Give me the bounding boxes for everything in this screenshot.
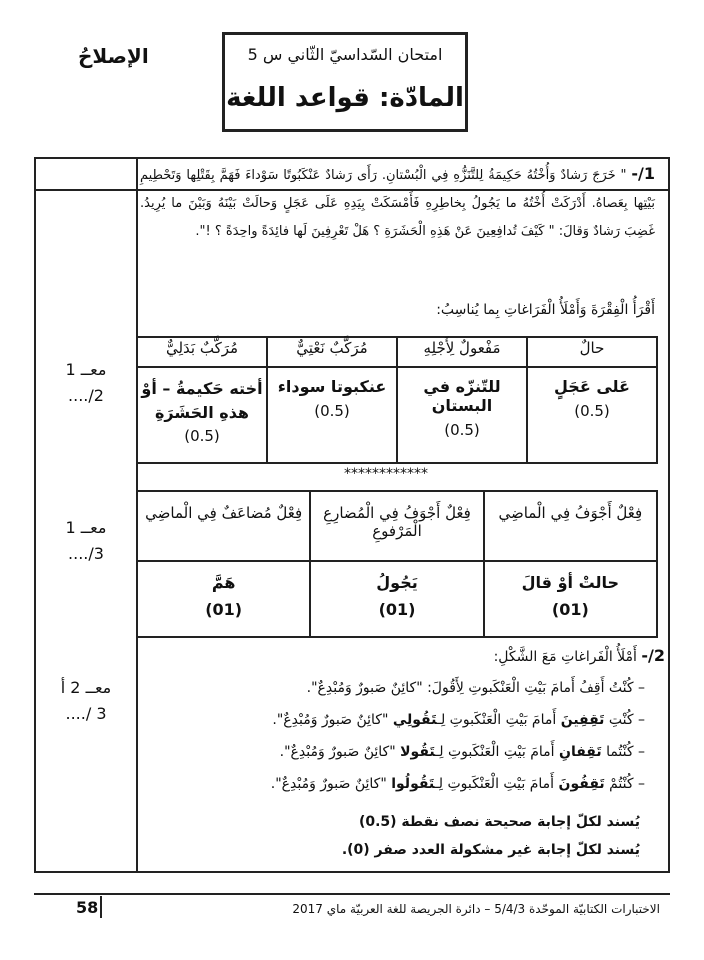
line-answer: تَقُولِي <box>392 712 437 728</box>
table2-score: (01) <box>551 600 589 619</box>
table2-cell <box>310 561 483 637</box>
table2-answer: يَجُولُ <box>376 573 418 592</box>
line-text: – كُنْتُ أَقِفُ أَمامَ بَيْتِ الْعَنْكَبوتِ لِأَقُولَ: <box>422 680 645 696</box>
table1-score: (0.5) <box>444 421 480 439</box>
scoring-note-1: يُسند لكلّ إجابة صحيحة نصف نقطة (0.5) <box>358 814 640 830</box>
table2-answer: هَمَّ <box>211 573 236 592</box>
exercise-2-line <box>140 736 645 768</box>
exercise-2-instruction: أَمْلَأُ الْفَراغاتِ مَعَ الشَّكْلِ: <box>493 649 637 665</box>
line-text: "كائِنٌ صَبورٌ وَمُبْدِعٌ". <box>306 680 423 696</box>
table1-cell <box>137 367 267 463</box>
line-text: – كُنْتِ <box>604 712 645 728</box>
table1-score: (0.5) <box>574 402 610 420</box>
marks-label: معــ 1 <box>65 518 107 537</box>
line-answer: تَقِفُونَ <box>558 776 605 792</box>
answer-table-1 <box>136 336 658 464</box>
table1-answer: أخته حَكيمةُ – أوْ هذهِ الحَشَرَةِ <box>141 379 263 422</box>
table1-cell <box>397 367 527 463</box>
marks-label: معــ 1 <box>65 360 107 379</box>
exercise-2-line <box>140 672 645 704</box>
line-answer: تَقُولا <box>400 744 436 760</box>
exercise-2-number: 2/- <box>641 646 665 665</box>
footer-rule <box>34 893 670 895</box>
marks-score: 2/.... <box>68 386 104 405</box>
line-text: – كُنْتُما <box>601 744 645 760</box>
exam-title-box <box>222 32 468 132</box>
exercise-1-number: 1/- <box>631 164 655 183</box>
subject-label: المادّة <box>389 83 464 113</box>
line-text: "كائِنٌ صَبورٌ وَمُبْدِعٌ". <box>272 712 393 728</box>
exercise-2-lines <box>140 672 645 800</box>
marks-block-1 <box>41 357 131 409</box>
line-text: – كُنْتُمْ <box>604 776 645 792</box>
line-text: أَمامَ بَيْتِ الْعَنْكَبوتِ لِـ <box>435 744 559 760</box>
table2-answer: حالتْ أوْ قالَ <box>521 573 620 592</box>
exercise-1-text: " خَرَجَ رَشادٌ وَأُخْتُهُ حَكِيمَةُ لِلتَّنَزُّهِ فِي الْبُسْتانِ. رَأَى رَشادٌ عَنْكَبُوتًا سَوْداءَ فَهَمَّ بِقَتْلِها وَتَحْطِيمِ بَيْتِها بِعَصاهُ. أَدْرَكَتْ أُخْتُهُ ما يَجُولُ بِخاطِرِهِ فَأَمْسَكَتْ بِيَدِهِ عَلَى عَجَلٍ وَحالَتْ بَيْنَهُ وَبَيْنَ ما يُرِيدُ. غَضِبَ رَشادٌ وَقالَ: " كَيْفَ تُدافِعِينَ عَنْ هَذِهِ الْحَشَرَةِ ؟ هَلْ تَعْرِفِينَ لَها فائِدَةً واحِدَةً ؟ !". <box>140 168 655 239</box>
exercise-2-line <box>140 768 645 800</box>
table1-answer: عَلى عَجَلٍ <box>554 377 630 396</box>
table2-header: فِعْلٌ أَجْوَفُ فِي الْماضِي <box>484 491 657 561</box>
table2-score: (01) <box>205 600 243 619</box>
table2-header: فِعْلٌ أَجْوَفُ فِي الْمُضارِعِ الْمَرْفوعِ <box>310 491 483 561</box>
table1-answer: عنكبوتا سوداء <box>277 377 387 396</box>
line-answer: تَقِفانِ <box>559 744 602 760</box>
table2-header: فِعْلٌ مُضاعَفٌ فِي الْماضِي <box>137 491 310 561</box>
line-answer: تَقُولُوا <box>391 776 435 792</box>
table2-cell <box>137 561 310 637</box>
table1-header: حالٌ <box>527 337 657 367</box>
line-text: "كائِنٌ صَبورٌ وَمُبْدِعٌ". <box>279 744 401 760</box>
footer-text: الاختبارات الكتابيّة الموحّدة 5/4/3 – دائرة الجريصة للغة العربيّة ماي 2017 <box>292 902 660 916</box>
table1-answer: للتّنزّه في البستان <box>423 377 501 415</box>
marks-block-2 <box>41 515 131 567</box>
table1-score: (0.5) <box>314 402 350 420</box>
table1-header: مُرَكَّبٌ نَعْتِيٌّ <box>267 337 397 367</box>
table2-score: (01) <box>378 600 416 619</box>
exam-title: امتحان السّداسيّ الثّاني س 5 <box>247 45 443 64</box>
scoring-note-2: يُسند لكلّ إجابة غير مشكولة العدد صفر (0). <box>341 842 640 858</box>
marks-block-3 <box>41 675 131 727</box>
subject-colon: : <box>369 83 390 113</box>
exercise-1-instruction: أَقْرَأُ الْفِقْرَةَ وَأَمْلَأُ الْفَرَاغاتِ بِما يُناسِبُ: <box>436 302 655 318</box>
line-answer: تَقِفِينَ <box>560 712 605 728</box>
answer-table-2 <box>136 490 658 638</box>
correction-heading: الإصلاحُ <box>78 44 149 68</box>
table1-cell <box>527 367 657 463</box>
page-number: 58 <box>76 898 99 917</box>
exercise-2-line <box>140 704 645 736</box>
exercise-2-heading <box>140 646 665 665</box>
marks-label: معــ 2 أ <box>60 678 112 697</box>
table2-cell <box>484 561 657 637</box>
page-number-divider <box>100 896 102 918</box>
subject-line <box>225 83 465 113</box>
marks-score: 3/.... <box>68 544 104 563</box>
subject-value: قواعد اللغة <box>226 83 370 113</box>
line-text: "كائِنٌ صَبورٌ وَمُبْدِعٌ". <box>270 776 392 792</box>
section-separator: ************ <box>344 466 428 482</box>
exercise-1-paragraph <box>140 160 655 246</box>
line-text: أَمامَ بَيْتِ الْعَنْكَبوتِ لِـ <box>436 712 561 728</box>
table1-header: مُرَكَّبٌ بَدَلِيٌّ <box>137 337 267 367</box>
table1-score: (0.5) <box>184 427 220 445</box>
table1-header: مَفْعولٌ لِأَجْلِهِ <box>397 337 527 367</box>
table1-cell <box>267 367 397 463</box>
marks-score: 3 /.... <box>65 704 107 723</box>
line-text: أَمامَ بَيْتِ الْعَنْكَبوتِ لِـ <box>434 776 559 792</box>
